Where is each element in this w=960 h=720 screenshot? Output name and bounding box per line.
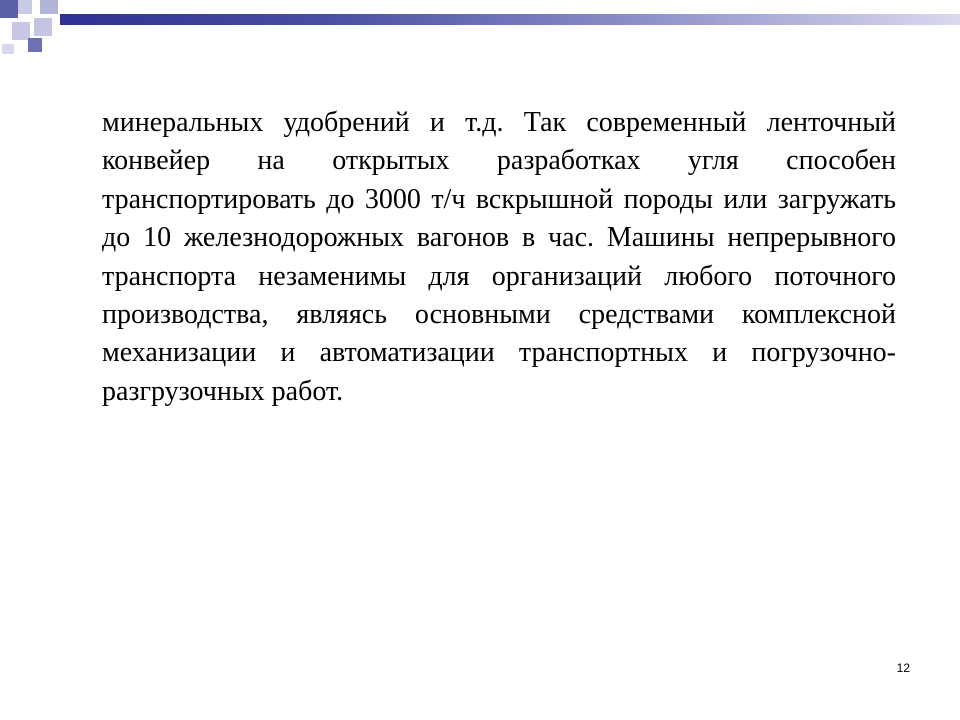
decorative-square — [40, 0, 58, 14]
slide-body-text: минеральных удобрений и т.д. Так современный ленточный конвейер на открытых разработках угля способен транспортировать до 3000 т/ч вскрышной породы или загружать до 10 железнодорожных вагонов в час. Машины непрерывного транспорта незаменимы для организаций любого поточного производства, являясь основными средствами комплексной механизации и автоматизации транспортных и погрузочно-разгрузочных работ. — [102, 107, 896, 407]
decorative-square — [0, 0, 18, 18]
header-gradient-bar — [60, 14, 960, 25]
page-number: 12 — [896, 661, 910, 675]
decorative-square — [18, 0, 32, 14]
decorative-square — [28, 38, 42, 52]
decorative-square — [2, 44, 14, 54]
decorative-square — [34, 18, 52, 36]
